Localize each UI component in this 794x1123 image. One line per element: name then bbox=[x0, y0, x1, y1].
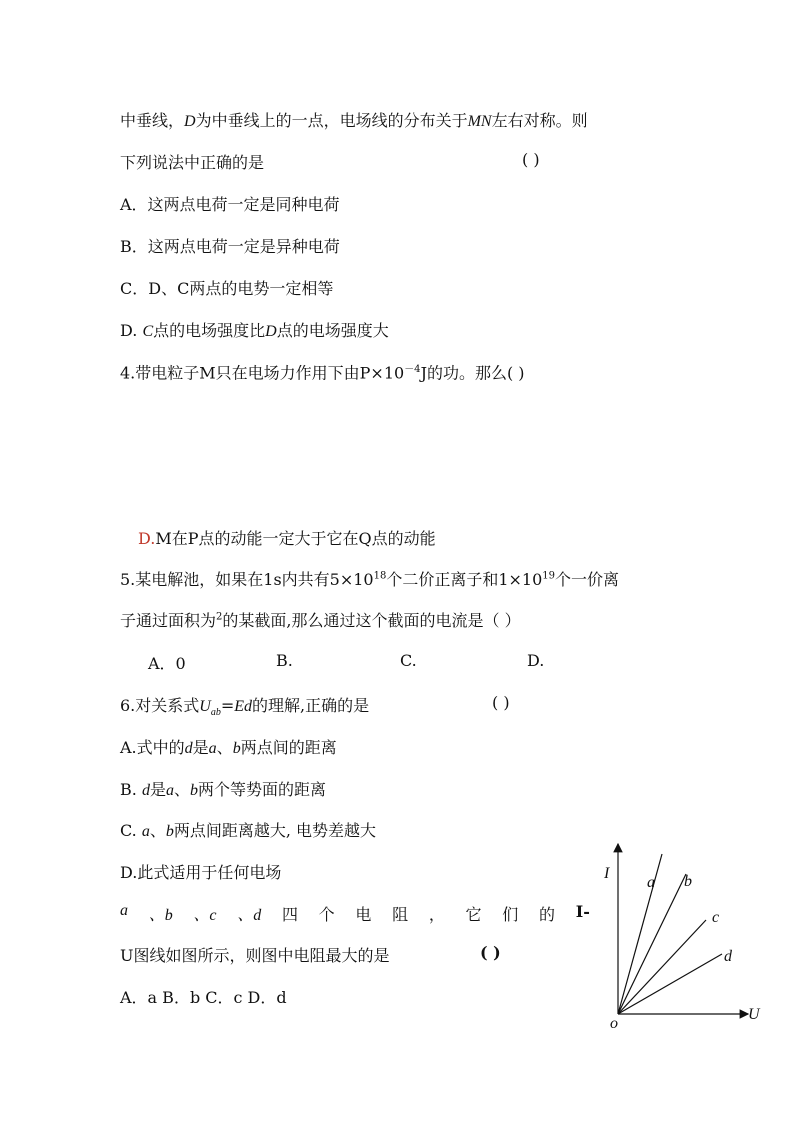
q5-option-b: B. bbox=[276, 651, 293, 670]
q7-token: 电 bbox=[355, 905, 372, 924]
q6-text: 两点间的距离 bbox=[240, 738, 337, 757]
q6-text: A.式中的 bbox=[120, 738, 185, 757]
line-b bbox=[618, 874, 686, 1014]
q5-exponent: 18 bbox=[373, 570, 387, 582]
q7-token: a bbox=[120, 902, 128, 919]
q6-var: d bbox=[141, 782, 150, 799]
q3-text: 左右对称。则 bbox=[491, 111, 588, 130]
q3-text: 点的电场强度大 bbox=[276, 321, 389, 340]
q6-text: 、 bbox=[216, 738, 233, 757]
q4-text: 4.带电粒子M只在电场力作用下由P×10 bbox=[120, 363, 405, 383]
q7-token: 四 bbox=[281, 905, 298, 924]
q5-exponent: 19 bbox=[542, 570, 556, 582]
q5-option-d: D. bbox=[527, 651, 545, 670]
q6-text: 是 bbox=[192, 738, 209, 757]
q6-text: 、 bbox=[173, 780, 190, 799]
q6-subscript: ab bbox=[210, 707, 221, 719]
q6-var: a bbox=[208, 740, 217, 757]
q3-var-d: D bbox=[184, 113, 196, 130]
q3-var-c: C bbox=[142, 323, 154, 340]
q5-text: 个二价正离子和1×10 bbox=[386, 570, 543, 589]
q5-stem-line2 bbox=[120, 608, 521, 631]
q5-stem-line1 bbox=[120, 567, 619, 590]
q7-token: 、c bbox=[193, 907, 217, 924]
q7-token: 的 bbox=[538, 905, 555, 924]
q7-stem-line1 bbox=[120, 902, 590, 925]
q5-option-c: C. bbox=[400, 651, 417, 670]
q6-var: b bbox=[189, 782, 198, 799]
q3-option-a: A．这两点电荷一定是同种电荷 bbox=[120, 195, 340, 214]
q6-stem bbox=[120, 693, 369, 718]
q6-text: B. bbox=[120, 780, 142, 799]
q3-text: 为中垂线上的一点，电场线的分布关于 bbox=[195, 111, 468, 130]
q6-option-a bbox=[120, 735, 337, 758]
q4-option-letter: D. bbox=[138, 529, 156, 548]
q3-var-mn: MN bbox=[467, 113, 492, 130]
q5-text: 子通过面积为 bbox=[120, 611, 217, 630]
q4-option-d bbox=[138, 526, 436, 549]
line-d bbox=[618, 954, 722, 1014]
line-a-label: a bbox=[647, 874, 655, 891]
q3-var-d: D bbox=[265, 323, 277, 340]
q6-text: C. bbox=[120, 821, 142, 840]
q3-option-b: B．这两点电荷一定是异种电荷 bbox=[120, 237, 340, 256]
q3-stem-line2: 下列说法中正确的是 bbox=[120, 153, 265, 172]
q3-stem-line1 bbox=[120, 108, 588, 131]
q4-exponent: －4 bbox=[404, 364, 421, 375]
origin-label: o bbox=[610, 1015, 618, 1032]
q7-token: 、b bbox=[148, 907, 173, 924]
q6-text: 两点间距离越大, 电势差越大 bbox=[173, 821, 377, 840]
q6-var-ed: Ed bbox=[234, 698, 253, 715]
line-d-label: d bbox=[724, 948, 732, 965]
q7-answer-paren: ( ) bbox=[480, 943, 501, 962]
q7-answers: A．a B．b C．c D．d bbox=[120, 988, 287, 1007]
q6-answer-paren: ( ) bbox=[492, 693, 510, 712]
q6-option-c bbox=[120, 818, 376, 841]
q5-option-a: A．0 bbox=[148, 654, 186, 673]
q7-token: 它 bbox=[465, 905, 482, 924]
q7-token: 、d bbox=[237, 907, 262, 924]
q5-text: 的某截面,那么通过这个截面的电流是（ ） bbox=[222, 611, 521, 630]
q7-token: 个 bbox=[318, 905, 335, 924]
y-axis-label: I bbox=[604, 865, 610, 882]
q6-var: b bbox=[232, 740, 241, 757]
q3-option-c: C．D、C两点的电势一定相等 bbox=[120, 279, 334, 298]
iu-graph bbox=[598, 838, 768, 1038]
x-axis-label: U bbox=[748, 1006, 760, 1023]
q6-var: a bbox=[165, 782, 174, 799]
q6-text: = bbox=[220, 696, 235, 715]
q6-var: b bbox=[165, 823, 174, 840]
q6-text: 是 bbox=[149, 780, 166, 799]
q7-token: 阻 bbox=[392, 905, 409, 924]
line-b-label: b bbox=[684, 873, 692, 890]
q5-exponent: 2 bbox=[216, 611, 223, 623]
q5-text: 5.某电解池，如果在1s内共有5×10 bbox=[120, 570, 374, 589]
q6-text: 两个等势面的距离 bbox=[197, 780, 326, 799]
q6-option-d: D.此式适用于任何电场 bbox=[120, 863, 282, 882]
q6-text: 、 bbox=[149, 821, 166, 840]
q6-text: 的理解,正确的是 bbox=[252, 696, 370, 715]
q6-option-b bbox=[120, 777, 326, 800]
q6-var-u: U bbox=[199, 698, 211, 715]
q3-text: 点的电场强度比 bbox=[153, 321, 266, 340]
q6-text: 6.对关系式 bbox=[120, 696, 200, 715]
q3-answer-paren: ( ) bbox=[522, 150, 540, 169]
q7-token: I- bbox=[575, 902, 590, 921]
q6-var: a bbox=[141, 823, 150, 840]
line-c-label: c bbox=[712, 909, 720, 926]
q6-var: d bbox=[184, 740, 193, 757]
q3-text: D. bbox=[120, 321, 143, 340]
q7-stem-line2: U图线如图所示，则图中电阻最大的是 bbox=[120, 946, 390, 965]
q5-text: 个一价离 bbox=[555, 570, 620, 589]
q3-option-d bbox=[120, 318, 389, 341]
q4-stem bbox=[120, 360, 525, 383]
q3-text: 中垂线， bbox=[120, 111, 185, 130]
q4-text: J的功。那么( ) bbox=[420, 363, 525, 383]
q7-token: 们 bbox=[502, 905, 519, 924]
q4-text: M在P点的动能一定大于它在Q点的动能 bbox=[155, 529, 436, 548]
q7-token: ， bbox=[428, 905, 445, 924]
